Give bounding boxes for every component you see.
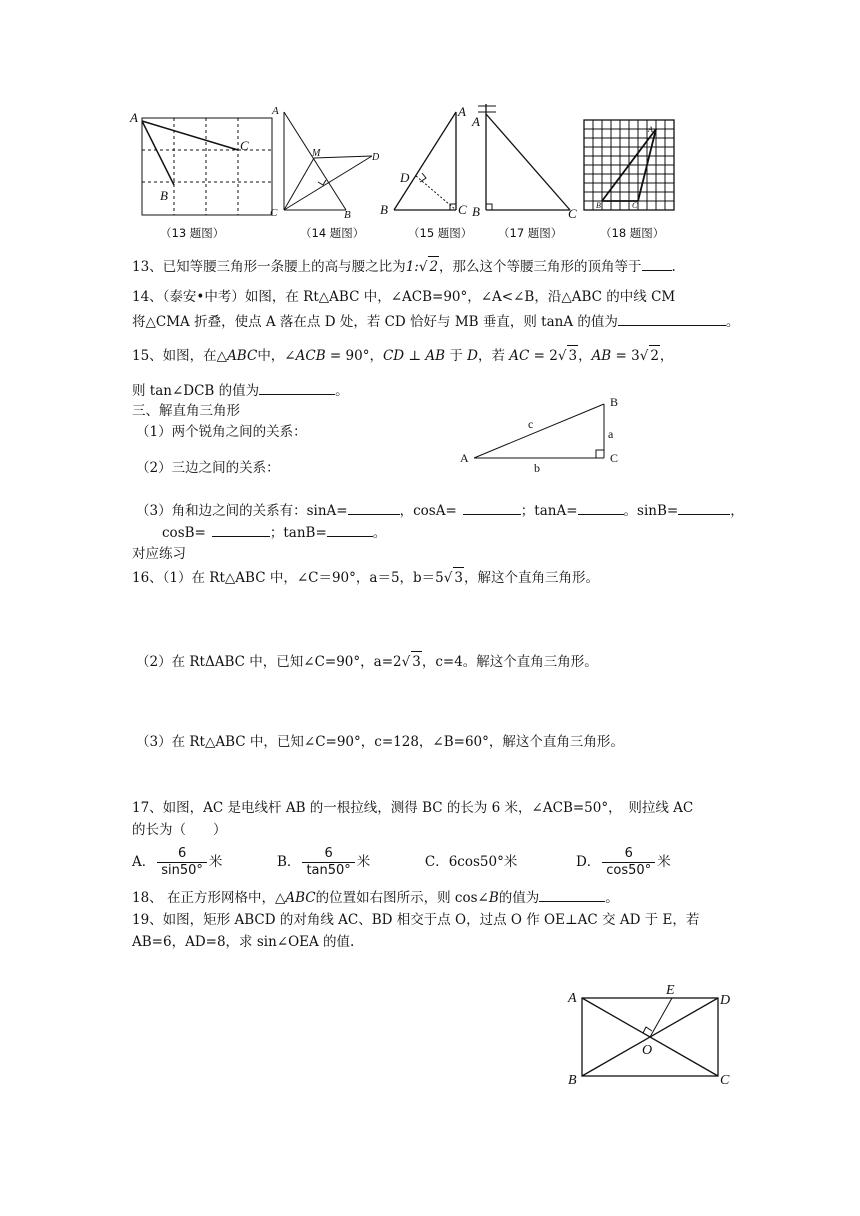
tanA-blank[interactable]	[578, 500, 624, 515]
item3-c: ；tanA=	[520, 503, 578, 519]
section3-heading: 三、解直角三角形	[132, 403, 240, 419]
q17-option-d[interactable]	[575, 846, 671, 878]
tri-label-side-b: b	[534, 461, 540, 474]
q15-p10: ，	[659, 348, 674, 364]
q15-abc: ABC	[227, 348, 258, 364]
item3-f: cosB=	[162, 525, 206, 541]
rect-label-o: O	[642, 1043, 653, 1058]
q15-d: D	[467, 348, 478, 364]
q15-sqrt2: 2	[649, 345, 660, 366]
q16-p2-deg: 90°	[336, 654, 361, 670]
q16-p2-c: ，c=4。解这个直角三角形。	[421, 654, 598, 670]
sinB-blank[interactable]	[678, 500, 730, 515]
q17-opt-b-den: tan50°	[306, 863, 351, 878]
q13-text-b: ，那么这个等腰三角形的顶角等于	[439, 259, 642, 275]
rectangle-figure	[560, 980, 740, 1090]
tri-label-side-c: c	[528, 417, 534, 431]
q17-option-c[interactable]: C．6cos50°米	[424, 854, 518, 870]
question-13: 13、已知等腰三角形一条腰上的高与腰之比为1:√ 2，那么这个等腰三角形的顶角等于 .	[132, 256, 676, 277]
q15-ac: AC	[509, 348, 530, 364]
q17-option-a[interactable]	[132, 846, 223, 878]
fig18-caption: （18 题图）	[600, 226, 665, 240]
q16-p1-a: 16、（1）在 Rt△ABC 中，∠C＝90°，a＝5，b＝5	[132, 570, 444, 586]
q19-line1: 19、如图，矩形 ABCD 的对角线 AC、BD 相交于点 O，过点 O 作 OE⊥AC 交 AD 于 E，若	[132, 912, 700, 928]
section3-item2: （2）三边之间的关系：	[136, 460, 280, 476]
figure-15	[376, 100, 476, 224]
q15-p8: ，	[578, 348, 592, 364]
fig15-label-d: D	[400, 170, 410, 185]
figure-18	[582, 118, 678, 216]
fig14-label-m: M	[312, 148, 321, 159]
fig14-label-a: A	[272, 105, 279, 117]
q17-options	[132, 846, 671, 879]
fig15-caption: （15 题图）	[408, 226, 473, 240]
tri-label-c-vertex: C	[610, 451, 619, 465]
rect-label-e: E	[666, 983, 675, 998]
q18-p1: 18、 在正方形网格中，△	[132, 890, 286, 906]
fig18-label-a: A	[648, 125, 653, 134]
item3-g: ；tanB=	[269, 525, 327, 541]
tri-label-side-a: a	[608, 427, 614, 441]
q14-line1: 14、（泰安•中考）如图，在 Rt△ABC 中，∠ACB=90°，∠A<∠B，沿△ABC 的中线 CM	[132, 289, 676, 305]
fig17-label-a: A	[472, 114, 480, 129]
q14-line2: 将△CMA 折叠，使点 A 落在点 D 处，若 CD 恰好与 MB 垂直，则 tanA 的值为	[132, 314, 618, 330]
q15-p4: ⊥	[404, 348, 426, 364]
q17-opt-b-unit: 米	[356, 854, 371, 870]
q17-opt-a-label: A．	[132, 854, 156, 870]
q17-opt-a-num: 6	[157, 846, 207, 863]
rect-label-c: C	[720, 1073, 730, 1088]
q15-ab2: AB	[591, 348, 612, 364]
item3-e: ，	[730, 503, 744, 519]
question-16-2: （2）在 RtΔABC 中，已知∠C=90°，a=2√ 3，c=4。解这个直角三角形。	[136, 651, 598, 672]
fig15-label-a: A	[458, 104, 466, 119]
figure-14	[268, 100, 388, 224]
q15-line2: 则 tan∠DCB 的值为	[132, 383, 260, 399]
q17-opt-d-den: cos50°	[606, 863, 652, 878]
q15-acb: ACB	[295, 348, 326, 364]
q17-opt-b-label: B．	[277, 854, 301, 870]
fig13-label-b: B	[160, 188, 168, 203]
q13-end: .	[671, 259, 676, 275]
q16-p3: （3）在 Rt△ABC 中，已知∠C=90°，c=128，∠B=60°，解这个直角三角形。	[136, 734, 624, 750]
rect-label-b: B	[568, 1073, 577, 1088]
fig17-label-b: B	[472, 204, 480, 219]
q16-p2-sqrt: 3	[411, 651, 422, 672]
item3-a: （3）角和边之间的关系有：sinA=	[136, 503, 348, 519]
q15-p9: = 3	[611, 348, 640, 364]
fig13-caption: （13 题图）	[160, 226, 225, 240]
fig13-label-c: C	[240, 138, 249, 153]
q13-ratio-sqrt: 2	[428, 256, 439, 277]
section3-item3	[136, 500, 744, 521]
q18-answer-blank[interactable]	[539, 887, 605, 902]
q14-end: 。	[725, 314, 740, 330]
item3-d: 。sinB=	[623, 503, 679, 519]
q14-answer-blank[interactable]	[618, 311, 726, 326]
fig13-label-a: A	[130, 110, 138, 125]
cosA-blank[interactable]	[463, 500, 521, 515]
sinA-blank[interactable]	[348, 500, 400, 515]
question-14-line2	[132, 311, 739, 332]
q18-b: B	[488, 890, 499, 906]
q17-opt-a-unit: 米	[208, 854, 223, 870]
practice-heading: 对应练习	[132, 546, 186, 562]
q13-ratio: 1:	[405, 259, 419, 275]
q16-p1-sqrt: 3	[453, 567, 464, 588]
q16-p2-b: ，a=	[360, 654, 394, 670]
rect-label-d: D	[720, 993, 731, 1008]
fig15-label-c: C	[458, 202, 467, 217]
q18-p3: 的值为	[498, 890, 540, 906]
q16-p2-two: 2	[393, 654, 402, 670]
fig17-label-c: C	[568, 206, 577, 221]
q17-opt-a-den: sin50°	[161, 863, 203, 878]
q15-p1: 15、如图，在△	[132, 348, 228, 364]
question-18	[132, 887, 619, 908]
q15-p3: = 90°，	[325, 348, 383, 364]
q17-opt-d-label: D．	[575, 854, 601, 870]
fig18-label-b: B	[596, 201, 601, 210]
q13-answer-blank[interactable]	[642, 256, 672, 271]
q17-line1: 17、如图，AC 是电线杆 AB 的一根拉线，测得 BC 的长为 6 米，∠ACB=50°， 则拉线 AC	[132, 800, 694, 816]
q18-p2: 的位置如右图所示，则 cos∠	[315, 890, 489, 906]
section3-item1: （1）两个锐角之间的关系：	[136, 424, 307, 440]
q15-end: 。	[335, 383, 349, 399]
q17-option-b[interactable]	[277, 846, 371, 878]
right-triangle-figure	[456, 392, 626, 474]
section3-item3-line2	[162, 522, 386, 543]
fig14-label-d: D	[372, 152, 380, 163]
question-15-line2	[132, 380, 349, 401]
question-16-1: 16、（1）在 Rt△ABC 中，∠C＝90°，a＝5，b＝5√ 3，解这个直角三角形。	[132, 567, 599, 588]
q15-ab: AB	[425, 348, 446, 364]
fig15-label-b: B	[380, 202, 388, 217]
q13-text-a: 13、已知等腰三角形一条腰上的高与腰之比为	[132, 259, 406, 275]
question-15: 15、如图，在△ABC中，∠ACB = 90°，CD ⊥ AB 于 D，若 AC = 2√ 3，AB = 3√ 2，	[132, 345, 673, 366]
fig14-label-c: C	[270, 207, 278, 219]
q17-opt-b-num: 6	[302, 846, 354, 863]
q15-p6: ，若	[477, 348, 510, 364]
cosB-blank[interactable]	[212, 522, 270, 537]
fig14-label-b: B	[344, 209, 351, 221]
q16-p2-a: （2）在 RtΔABC 中，已知∠C=	[136, 654, 337, 670]
tanB-blank[interactable]	[327, 522, 373, 537]
q17-opt-d-unit: 米	[657, 854, 671, 870]
tri-label-a-vertex: A	[460, 451, 469, 465]
tri-label-b-vertex: B	[610, 395, 619, 409]
q18-abc: ABC	[285, 890, 316, 906]
figure-13	[128, 104, 278, 222]
q15-p7: = 2	[529, 348, 558, 364]
q18-end: 。	[605, 890, 619, 906]
rect-label-a: A	[568, 991, 577, 1006]
q17-line2: 的长为（ ）	[132, 822, 227, 838]
q17-opt-d-num: 6	[602, 846, 655, 863]
q15-sqrt3: 3	[567, 345, 578, 366]
q19-line2: AB=6，AD=8，求 sin∠OEA 的值.	[132, 934, 355, 950]
q15-answer-blank[interactable]	[259, 380, 335, 395]
fig18-label-c: C	[632, 201, 638, 210]
fig14-caption: （14 题图）	[300, 226, 365, 240]
q16-p1-b: ，解这个直角三角形。	[463, 570, 599, 586]
q15-p5: 于	[445, 348, 468, 364]
q15-cd: CD	[382, 348, 405, 364]
figure-17	[468, 100, 580, 224]
q15-p2: 中，∠	[257, 348, 296, 364]
item3-b: ，cosA=	[399, 503, 457, 519]
item3-h: 。	[372, 525, 387, 541]
fig17-caption: （17 题图）	[498, 226, 563, 240]
